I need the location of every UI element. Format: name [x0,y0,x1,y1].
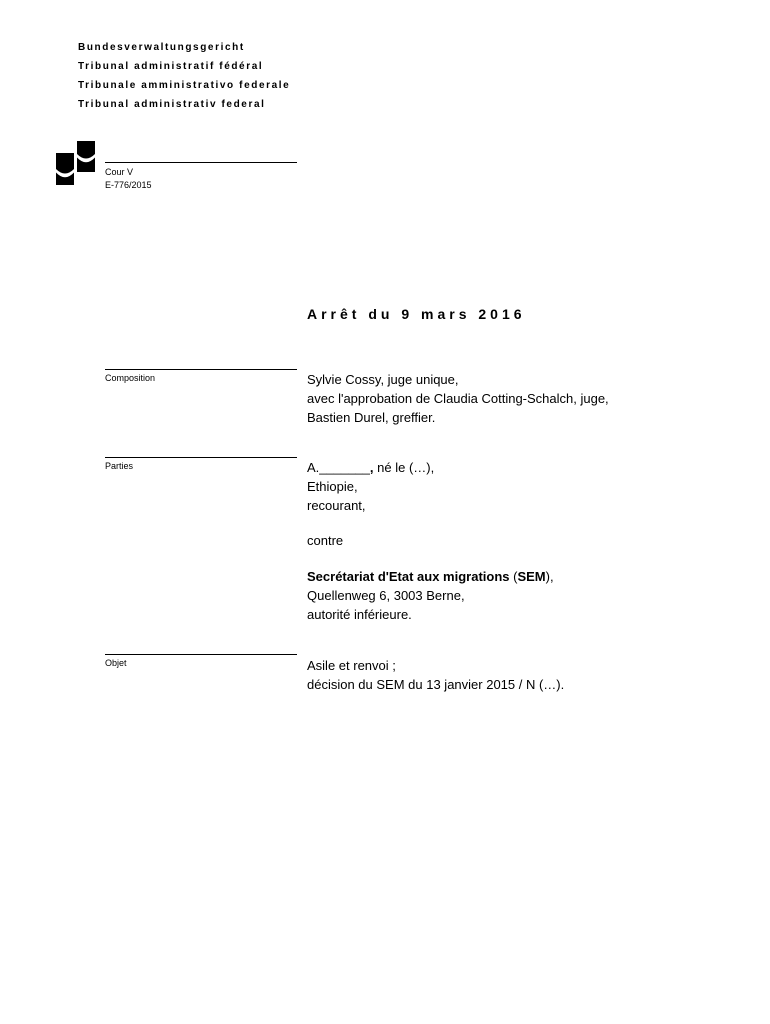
object-line: Asile et renvoi ; [307,658,396,673]
court-logo-icon [50,136,100,190]
parties-label: Parties [105,461,134,471]
respondent-role: autorité inférieure. [307,607,412,622]
object-line: décision du SEM du 13 janvier 2015 / N (…). [307,677,565,692]
appellant-country: Ethiopie, [307,479,358,494]
composition-label: Composition [105,373,156,383]
composition-line: Sylvie Cossy, juge unique, [307,372,459,387]
court-name-it: Tribunale amministrativo federale [78,80,291,91]
decision-title: Arrêt du 9 mars 2016 [307,306,526,322]
court-name-de: Bundesverwaltungsgericht [78,42,245,53]
appellant-name: A._______ [307,460,370,475]
versus-text: contre [307,533,344,548]
court-name-fr: Tribunal administratif fédéral [78,61,264,72]
respondent-name: Secrétariat d'Etat aux migrations [307,569,510,584]
appellant-identity [307,458,434,477]
respondent-identity [307,567,554,586]
divider [105,654,297,655]
appellant-birth: né le (…), [373,460,435,475]
composition-line: avec l'approbation de Claudia Cotting-Schalch, juge, [307,391,609,406]
respondent-address: Quellenweg 6, 3003 Berne, [307,588,465,603]
respondent-abbr-open: ( [509,569,518,584]
court-name-rm: Tribunal administrativ federal [78,99,266,110]
composition-line: Bastien Durel, greffier. [307,410,436,425]
object-label: Objet [105,658,127,668]
respondent-abbr-close: ), [545,569,554,584]
divider [105,162,297,163]
divider [105,457,297,458]
respondent-abbr: SEM [517,569,546,584]
court-division: Cour V [105,167,134,177]
divider [105,369,297,370]
case-number: E-776/2015 [105,180,152,190]
appellant-role: recourant, [307,498,366,513]
appellant-name-comma: , [369,460,374,475]
